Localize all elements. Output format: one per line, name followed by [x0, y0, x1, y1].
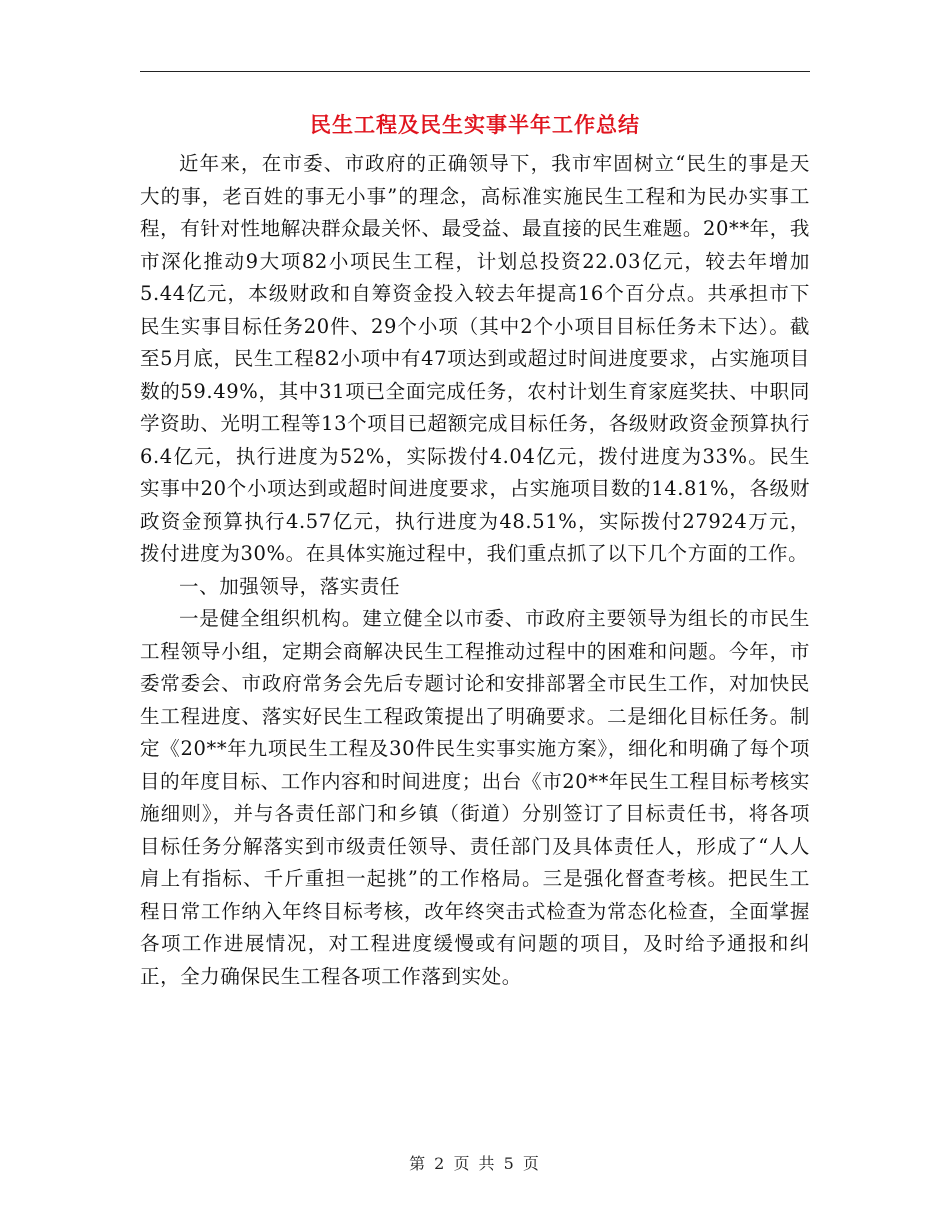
- header-rule: [140, 71, 810, 72]
- section-paragraph: 一是健全组织机构。建立健全以市委、市政府主要领导为组长的市民生工程领导小组，定期会商解决民生工程推动过程中的困难和问题。今年，市委常委会、市政府常务会先后专题讨论和安排部署全市民生工作，对加快民生工程进度、落实好民生工程政策提出了明确要求。二是细化目标任务。制定《20**年九项民生工程及30件民生实事实施方案》，细化和明确了每个项目的年度目标、工作内容和时间进度；出台《市20**年民生工程目标考核实施细则》，并与各责任部门和乡镇（街道）分别签订了目标责任书，将各项目标任务分解落实到市级责任领导、责任部门及具体责任人，形成了“人人肩上有指标、千斤重担一起挑”的工作格局。三是强化督查考核。把民生工程日常工作纳入年终目标考核，改年终突击式检查为常态化检查，全面掌握各项工作进展情况，对工程进度缓慢或有问题的项目，及时给予通报和纠正，全力确保民生工程各项工作落到实处。: [140, 607, 810, 988]
- document-body: [140, 148, 810, 993]
- intro-paragraph: 近年来，在市委、市政府的正确领导下，我市牢固树立“民生的事是天大的事，老百姓的事无小事”的理念，高标准实施民生工程和为民办实事工程，有针对性地解决群众最关怀、最受益、最直接的民生难题。20**年，我市深化推动9大项82小项民生工程，计划总投资22.03亿元，较去年增加5.44亿元，本级财政和自筹资金投入较去年提高16个百分点。共承担市下民生实事目标任务20件、29个小项（其中2个小项目目标任务未下达）。截至5月底，民生工程82小项中有47项达到或超过时间进度要求，占实施项目数的59.49%，其中31项已全面完成任务，农村计划生育家庭奖扶、中职同学资助、光明工程等13个项目已超额完成目标任务，各级财政资金预算执行6.4亿元，执行进度为52%，实际拨付4.04亿元，拨付进度为33%。民生实事中20个小项达到或超时间进度要求，占实施项目数的14.81%，各级财政资金预算执行4.57亿元，执行进度为48.51%，实际拨付27924万元，拨付进度为30%。在具体实施过程中，我们重点抓了以下几个方面的工作。: [140, 152, 810, 565]
- page-number: 第 2 页 共 5 页: [409, 1154, 541, 1173]
- document-title: 民生工程及民生实事半年工作总结: [310, 112, 640, 137]
- section-heading: 一、加强领导，落实责任: [179, 574, 401, 598]
